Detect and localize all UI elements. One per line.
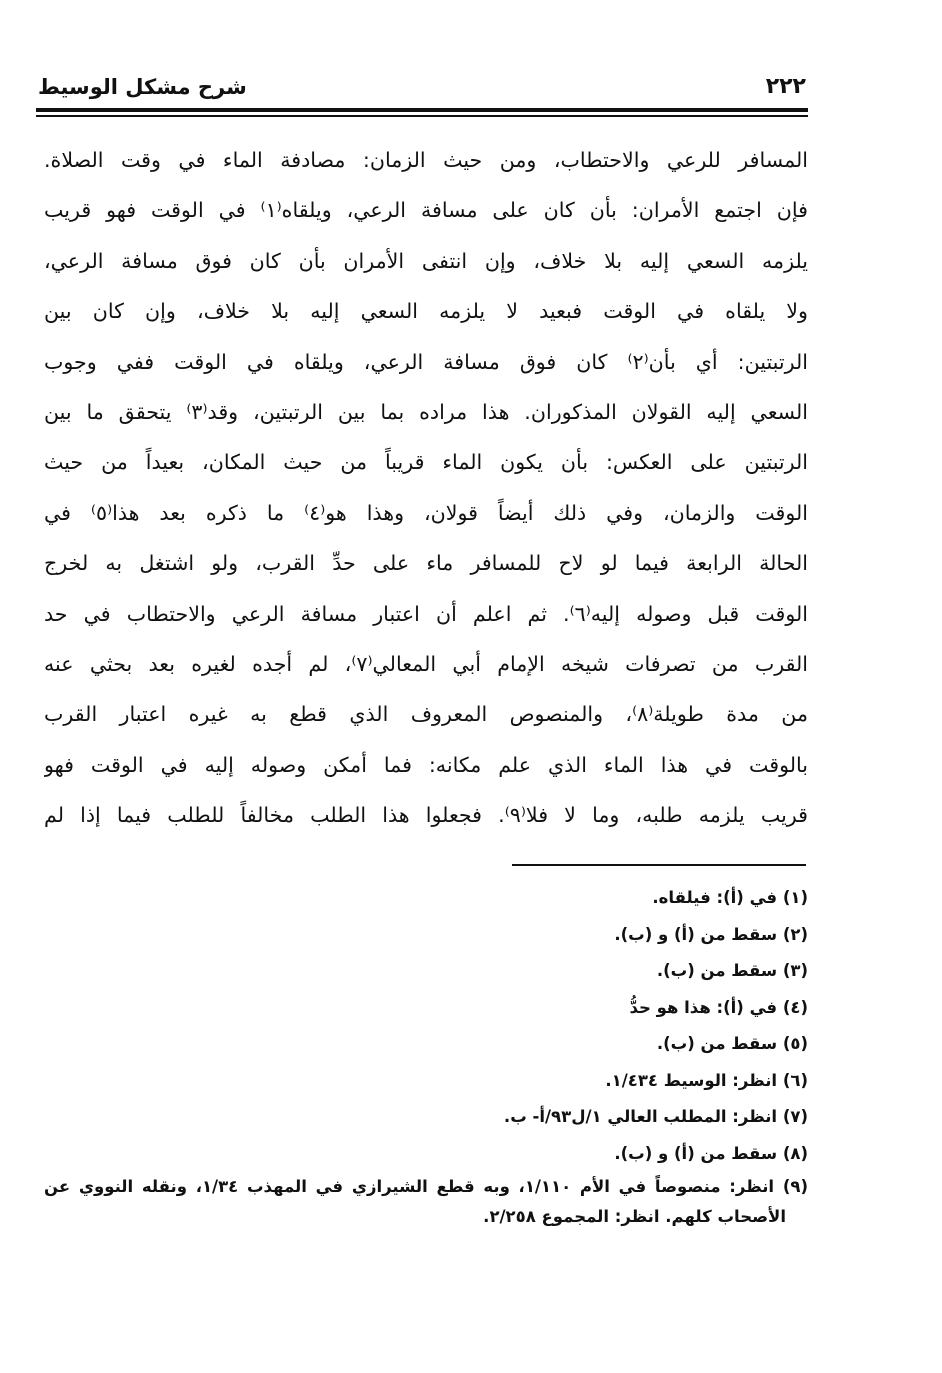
header-rule-thin: [36, 115, 808, 117]
footnote-item: (٦) انظر: الوسيط ١/٤٣٤.: [605, 1070, 808, 1090]
footnote-item: (٥) سقط من (ب).: [656, 1034, 808, 1053]
text-line: ولا يلقاه في الوقت فبعيد لا يلزمه السعي إليه بلا خلاف، وإن كان بين: [44, 299, 808, 324]
text-line: يلزمه السعي إليه بلا خلاف، وإن انتفى الأمران بأن كان فوق مسافة الرعي،: [44, 248, 808, 273]
text-line: السعي إليه القولان المذكوران. هذا مراده بما بين الرتبتين، وقد⁽٣⁾ يتحقق ما بين: [44, 399, 808, 424]
text-line: الرتبتين: أي بأن⁽٢⁾ كان فوق مسافة الرعي، ويلقاه في الوقت ففي وجوب: [44, 349, 808, 374]
footnote-item-multiline: [44, 1172, 808, 1232]
text-line: المسافر للرعي والاحتطاب، ومن حيث الزمان: مصادفة الماء في وقت الصلاة.: [44, 148, 808, 172]
header-rule-thick: [36, 108, 808, 112]
text-line: القرب من تصرفات شيخه الإمام أبي المعالي⁽٧⁾، لم أجده لغيره بعد بحثي عنه: [44, 651, 808, 676]
text-line: الرتبتين على العكس: بأن يكون الماء قريباً من حيث المكان، بعيداً من حيث: [44, 450, 808, 475]
page-number: ٢٢٢: [765, 74, 806, 99]
text-line: بالوقت في هذا الماء الذي علم مكانه: فما أمكن وصوله إليه في الوقت فهو: [44, 752, 808, 777]
text-line: من مدة طويلة⁽٨⁾، والمنصوص المعروف الذي قطع به غيره اعتبار القرب: [44, 702, 808, 727]
text-line: الوقت والزمان، وفي ذلك أيضاً قولان، وهذا هو⁽٤⁾ ما ذكره بعد هذا⁽٥⁾ في: [44, 500, 808, 525]
footnote-line: الأصحاب كلهم. انظر: المجموع ٢/٢٥٨.: [483, 1207, 786, 1226]
footnotes: [44, 880, 808, 1232]
footnote-item: (٣) سقط من (ب).: [656, 961, 808, 980]
footnote-item: (١) في (أ): فيلقاه.: [652, 888, 808, 907]
page-header: [38, 72, 806, 102]
footnote-item: (٢) سقط من (أ) و (ب).: [614, 924, 808, 944]
text-line: فإن اجتمع الأمران: بأن كان على مسافة الرعي، ويلقاه⁽١⁾ في الوقت فهو قريب: [44, 198, 808, 223]
footnote-line: (٩) انظر: منصوصاً في الأم ١/١١٠، وبه قطع الشيرازي في المهذب ١/٣٤، ونقله النووي عن: [44, 1177, 808, 1196]
text-line: الحالة الرابعة فيما لو لاح للمسافر ماء على حدِّ القرب، ولو اشتغل به لخرج: [44, 551, 808, 576]
main-text: [44, 135, 808, 840]
footnote-item: (٤) في (أ): هذا هو حدُّ: [629, 997, 808, 1017]
text-line: الوقت قبل وصوله إليه⁽٦⁾. ثم اعلم أن اعتبار مسافة الرعي والاحتطاب في حد: [44, 601, 808, 626]
footnote-separator: [512, 864, 806, 866]
footnote-item: (٧) انظر: المطلب العالي ١/ل٩٣/أ- ب.: [503, 1107, 808, 1126]
text-line: قريب يلزمه طلبه، وما لا فلا⁽٩⁾. فجعلوا هذا الطلب مخالفاً للطلب فيما إذا لم: [44, 803, 808, 828]
footnote-item: (٨) سقط من (أ) و (ب).: [614, 1143, 808, 1163]
running-title: شرح مشكل الوسيط: [38, 75, 247, 99]
